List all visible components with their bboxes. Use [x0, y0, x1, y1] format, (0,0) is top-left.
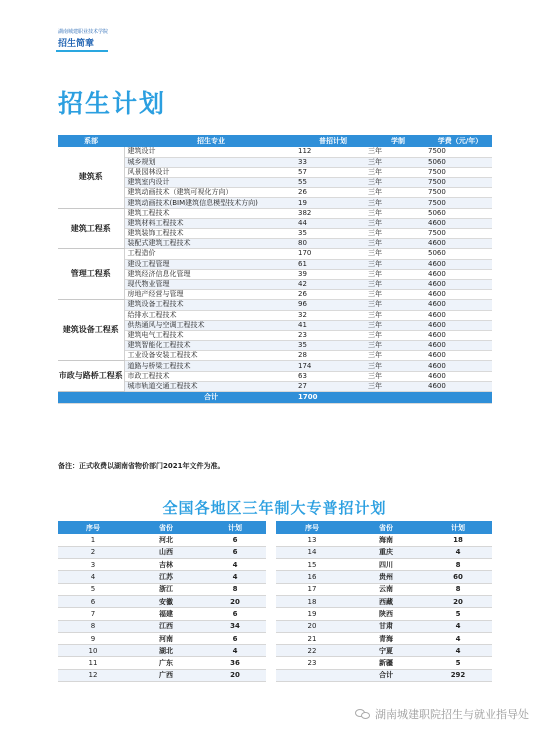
- major-cell: 房地产经营与管理: [124, 290, 298, 300]
- plan-cell: 382: [298, 208, 368, 218]
- row-number: 5: [58, 583, 128, 595]
- province-name: 新疆: [348, 657, 424, 669]
- fee-cell: 4600: [428, 269, 492, 279]
- page-title: 招生计划: [58, 89, 167, 118]
- quota-value: 4: [424, 546, 492, 558]
- quota-value: 36: [204, 657, 266, 669]
- col-header-no-2: 序号: [276, 521, 348, 534]
- dept-cell: 建筑设备工程系: [58, 300, 124, 361]
- duration-cell: 三年: [368, 147, 428, 157]
- major-cell: 城乡规划: [124, 157, 298, 167]
- fee-cell: 5060: [428, 249, 492, 259]
- table-row: [58, 290, 492, 300]
- fee-cell: 4600: [428, 290, 492, 300]
- dept-cell: 建筑工程系: [58, 208, 124, 249]
- quota-value: 20: [424, 595, 492, 607]
- duration-cell: 三年: [368, 229, 428, 239]
- plan-body: [58, 147, 492, 404]
- duration-cell: 三年: [368, 371, 428, 381]
- col-header-province: 省份: [128, 521, 204, 534]
- fee-cell: 4600: [428, 310, 492, 320]
- table-row: [58, 239, 492, 249]
- plan-cell: 26: [298, 188, 368, 198]
- province-plan-title: 全国各地区三年制大专普招计划: [162, 499, 387, 517]
- row-number: 15: [276, 559, 348, 571]
- major-cell: 建筑经济信息化管理: [124, 269, 298, 279]
- fee-cell: 5060: [428, 157, 492, 167]
- fee-cell: 4600: [428, 381, 492, 391]
- province-name: 陕西: [348, 608, 424, 620]
- duration-cell: 三年: [368, 320, 428, 330]
- province-name: 江西: [128, 620, 204, 632]
- quota-value: 6: [204, 608, 266, 620]
- table-row: [58, 620, 492, 632]
- row-number: 4: [58, 571, 128, 583]
- plan-cell: 174: [298, 361, 368, 371]
- major-cell: 工程造价: [124, 249, 298, 259]
- province-name: 四川: [348, 559, 424, 571]
- major-cell: 建筑智能化工程技术: [124, 341, 298, 351]
- major-cell: 建筑动画技术（建筑可视化方向）: [124, 188, 298, 198]
- major-cell: 城市轨道交通工程技术: [124, 381, 298, 391]
- row-number: [276, 669, 348, 681]
- major-cell: 工业设备安装工程技术: [124, 351, 298, 361]
- major-cell: 装配式建筑工程技术: [124, 239, 298, 249]
- dept-cell: 市政与路桥工程系: [58, 361, 124, 392]
- duration-cell: 三年: [368, 188, 428, 198]
- plan-cell: 55: [298, 178, 368, 188]
- duration-cell: 三年: [368, 259, 428, 269]
- column-gap: [266, 645, 276, 657]
- school-name: 湖南城建职业技术学院: [58, 29, 109, 35]
- major-cell: 风景园林设计: [124, 167, 298, 177]
- column-gap: [266, 595, 276, 607]
- table-row: [58, 559, 492, 571]
- fee-cell: 7500: [428, 178, 492, 188]
- major-cell: 建筑电气工程技术: [124, 330, 298, 340]
- province-name: 浙江: [128, 583, 204, 595]
- table-row: [58, 657, 492, 669]
- fee-cell: 4600: [428, 259, 492, 269]
- major-cell: 建筑设备工程技术: [124, 300, 298, 310]
- table-row: [58, 381, 492, 391]
- quota-value: 20: [204, 595, 266, 607]
- quota-value: 20: [204, 669, 266, 681]
- duration-cell: 三年: [368, 269, 428, 279]
- plan-cell: 33: [298, 157, 368, 167]
- row-number: 11: [58, 657, 128, 669]
- row-number: 8: [58, 620, 128, 632]
- row-number: 14: [276, 546, 348, 558]
- province-name: 甘肃: [348, 620, 424, 632]
- fee-cell: 5060: [428, 208, 492, 218]
- major-cell: 建筑室内设计: [124, 178, 298, 188]
- table-row: [58, 583, 492, 595]
- table-row: [58, 208, 492, 218]
- plan-cell: 35: [298, 229, 368, 239]
- column-gap: [266, 583, 276, 595]
- wechat-watermark: [355, 706, 529, 722]
- table-row: [58, 320, 492, 330]
- dept-cell: 管理工程系: [58, 249, 124, 300]
- fee-cell: 4600: [428, 341, 492, 351]
- plan-cell: 63: [298, 371, 368, 381]
- duration-cell: 三年: [368, 290, 428, 300]
- plan-cell: 61: [298, 259, 368, 269]
- row-number: 18: [276, 595, 348, 607]
- quota-value: 8: [424, 583, 492, 595]
- province-name: 宁夏: [348, 645, 424, 657]
- fee-cell: 7500: [428, 198, 492, 208]
- table-row: [58, 571, 492, 583]
- province-plan-table: [58, 521, 492, 682]
- row-number: 7: [58, 608, 128, 620]
- col-header-quota-2: 计划: [424, 521, 492, 534]
- major-cell: 道路与桥梁工程技术: [124, 361, 298, 371]
- column-gap: [266, 571, 276, 583]
- total-value: 1700: [298, 392, 368, 404]
- duration-cell: 三年: [368, 310, 428, 320]
- fee-cell: 7500: [428, 229, 492, 239]
- major-cell: 建设工程管理: [124, 259, 298, 269]
- plan-cell: 96: [298, 300, 368, 310]
- column-gap: [266, 559, 276, 571]
- major-cell: 建筑装饰工程技术: [124, 229, 298, 239]
- total-row: [58, 392, 492, 404]
- fee-cell: 4600: [428, 351, 492, 361]
- row-number: 19: [276, 608, 348, 620]
- plan-cell: 28: [298, 351, 368, 361]
- plan-cell: 23: [298, 330, 368, 340]
- plan-cell: 32: [298, 310, 368, 320]
- duration-cell: 三年: [368, 381, 428, 391]
- column-gap: [266, 546, 276, 558]
- quota-value: 5: [424, 657, 492, 669]
- table-row: [58, 669, 492, 681]
- row-number: 10: [58, 645, 128, 657]
- quota-value: 34: [204, 620, 266, 632]
- province-name: 福建: [128, 608, 204, 620]
- column-gap: [266, 534, 276, 546]
- plan-cell: 41: [298, 320, 368, 330]
- fee-cell: 4600: [428, 361, 492, 371]
- row-number: 3: [58, 559, 128, 571]
- province-body: [58, 534, 492, 682]
- quota-value: 18: [424, 534, 492, 546]
- table-row: [58, 361, 492, 371]
- table-row: [58, 157, 492, 167]
- duration-cell: 三年: [368, 361, 428, 371]
- table-row: [58, 147, 492, 157]
- table-row: [58, 178, 492, 188]
- quota-value: 4: [424, 632, 492, 644]
- province-name: 云南: [348, 583, 424, 595]
- fee-cell: 4600: [428, 330, 492, 340]
- watermark-text: 湖南城建职院招生与就业指导处: [375, 708, 529, 721]
- major-cell: 给排水工程技术: [124, 310, 298, 320]
- wechat-icon: [355, 708, 371, 720]
- province-name: 海南: [348, 534, 424, 546]
- duration-cell: 三年: [368, 157, 428, 167]
- table-row: [58, 341, 492, 351]
- quota-value: 6: [204, 546, 266, 558]
- total-label: 合计: [124, 392, 298, 404]
- fee-cell: 7500: [428, 147, 492, 157]
- fee-cell: 4600: [428, 279, 492, 289]
- col-header-dept: 系部: [58, 135, 124, 147]
- col-header-duration: 学制: [368, 135, 428, 147]
- table-row: [58, 269, 492, 279]
- province-name: 重庆: [348, 546, 424, 558]
- row-number: 16: [276, 571, 348, 583]
- duration-cell: 三年: [368, 341, 428, 351]
- quota-value: 4: [204, 645, 266, 657]
- row-number: 9: [58, 632, 128, 644]
- table-row: [58, 546, 492, 558]
- major-cell: 建筑工程技术: [124, 208, 298, 218]
- plan-cell: 80: [298, 239, 368, 249]
- quota-value: 8: [204, 583, 266, 595]
- duration-cell: 三年: [368, 351, 428, 361]
- duration-cell: 三年: [368, 249, 428, 259]
- quota-value: 4: [424, 645, 492, 657]
- row-number: 23: [276, 657, 348, 669]
- major-cell: 市政工程技术: [124, 371, 298, 381]
- col-header-quota: 计划: [204, 521, 266, 534]
- fee-cell: 4600: [428, 218, 492, 228]
- column-gap: [266, 620, 276, 632]
- plan-cell: 27: [298, 381, 368, 391]
- row-number: 17: [276, 583, 348, 595]
- enrollment-plan-table: [58, 135, 492, 404]
- plan-cell: 170: [298, 249, 368, 259]
- major-cell: 建筑材料工程技术: [124, 218, 298, 228]
- province-name: 合计: [348, 669, 424, 681]
- header-gap: [266, 521, 276, 534]
- table-row: [58, 218, 492, 228]
- fee-cell: 4600: [428, 239, 492, 249]
- fee-cell: 4600: [428, 320, 492, 330]
- table-row: [58, 608, 492, 620]
- province-name: 西藏: [348, 595, 424, 607]
- plan-cell: 44: [298, 218, 368, 228]
- province-name: 贵州: [348, 571, 424, 583]
- province-name: 吉林: [128, 559, 204, 571]
- plan-cell: 19: [298, 198, 368, 208]
- duration-cell: 三年: [368, 167, 428, 177]
- quota-value: 60: [424, 571, 492, 583]
- column-gap: [266, 608, 276, 620]
- column-gap: [266, 669, 276, 681]
- total-blank-cell: [368, 392, 492, 404]
- duration-cell: 三年: [368, 198, 428, 208]
- major-cell: 建筑动画技术(BIM建筑信息模型技术方向): [124, 198, 298, 208]
- table-row: [58, 198, 492, 208]
- duration-cell: 三年: [368, 279, 428, 289]
- row-number: 1: [58, 534, 128, 546]
- col-header-no: 序号: [58, 521, 128, 534]
- col-header-fee: 学费（元/年）: [428, 135, 492, 147]
- table-row: [58, 310, 492, 320]
- quota-value: 4: [204, 559, 266, 571]
- quota-value: 6: [204, 632, 266, 644]
- duration-cell: 三年: [368, 208, 428, 218]
- duration-cell: 三年: [368, 178, 428, 188]
- table-row: [58, 229, 492, 239]
- brochure-label: 招生简章: [58, 39, 95, 49]
- plan-header-row: [58, 135, 492, 147]
- major-cell: 建筑设计: [124, 147, 298, 157]
- row-number: 20: [276, 620, 348, 632]
- duration-cell: 三年: [368, 300, 428, 310]
- province-name: 湖北: [128, 645, 204, 657]
- table-row: [58, 249, 492, 259]
- table-row: [58, 279, 492, 289]
- province-name: 安徽: [128, 595, 204, 607]
- column-gap: [266, 632, 276, 644]
- quota-value: 5: [424, 608, 492, 620]
- fee-cell: 4600: [428, 371, 492, 381]
- major-cell: 现代物业管理: [124, 279, 298, 289]
- major-cell: 供热通风与空调工程技术: [124, 320, 298, 330]
- plan-cell: 112: [298, 147, 368, 157]
- table-row: [58, 645, 492, 657]
- table-row: [58, 259, 492, 269]
- duration-cell: 三年: [368, 239, 428, 249]
- duration-cell: 三年: [368, 330, 428, 340]
- quota-value: 292: [424, 669, 492, 681]
- header-divider: [56, 50, 108, 52]
- col-header-plan: 普招计划: [298, 135, 368, 147]
- province-name: 广西: [128, 669, 204, 681]
- province-name: 广东: [128, 657, 204, 669]
- fee-cell: 4600: [428, 300, 492, 310]
- table-row: [58, 300, 492, 310]
- row-number: 13: [276, 534, 348, 546]
- table-row: [58, 595, 492, 607]
- fee-note: 备注：正式收费以湖南省物价部门2021年文件为准。: [58, 462, 225, 470]
- quota-value: 4: [424, 620, 492, 632]
- row-number: 2: [58, 546, 128, 558]
- plan-cell: 35: [298, 341, 368, 351]
- col-header-province-2: 省份: [348, 521, 424, 534]
- row-number: 12: [58, 669, 128, 681]
- province-name: 青海: [348, 632, 424, 644]
- row-number: 6: [58, 595, 128, 607]
- table-row: [58, 188, 492, 198]
- fee-cell: 7500: [428, 188, 492, 198]
- table-row: [58, 371, 492, 381]
- fee-cell: 7500: [428, 167, 492, 177]
- plan-cell: 26: [298, 290, 368, 300]
- province-name: 河北: [128, 534, 204, 546]
- table-row: [58, 330, 492, 340]
- row-number: 21: [276, 632, 348, 644]
- plan-cell: 39: [298, 269, 368, 279]
- table-row: [58, 534, 492, 546]
- quota-value: 4: [204, 571, 266, 583]
- page-header: [58, 28, 108, 49]
- col-header-major: 招生专业: [124, 135, 298, 147]
- province-name: 河南: [128, 632, 204, 644]
- quota-value: 8: [424, 559, 492, 571]
- province-header-row: [58, 521, 492, 534]
- quota-value: 6: [204, 534, 266, 546]
- province-name: 山西: [128, 546, 204, 558]
- plan-cell: 57: [298, 167, 368, 177]
- table-row: [58, 351, 492, 361]
- dept-cell: 建筑系: [58, 147, 124, 208]
- row-number: 22: [276, 645, 348, 657]
- duration-cell: 三年: [368, 218, 428, 228]
- province-name: 江苏: [128, 571, 204, 583]
- column-gap: [266, 657, 276, 669]
- table-row: [58, 167, 492, 177]
- total-blank-cell: [58, 392, 124, 404]
- plan-cell: 42: [298, 279, 368, 289]
- table-row: [58, 632, 492, 644]
